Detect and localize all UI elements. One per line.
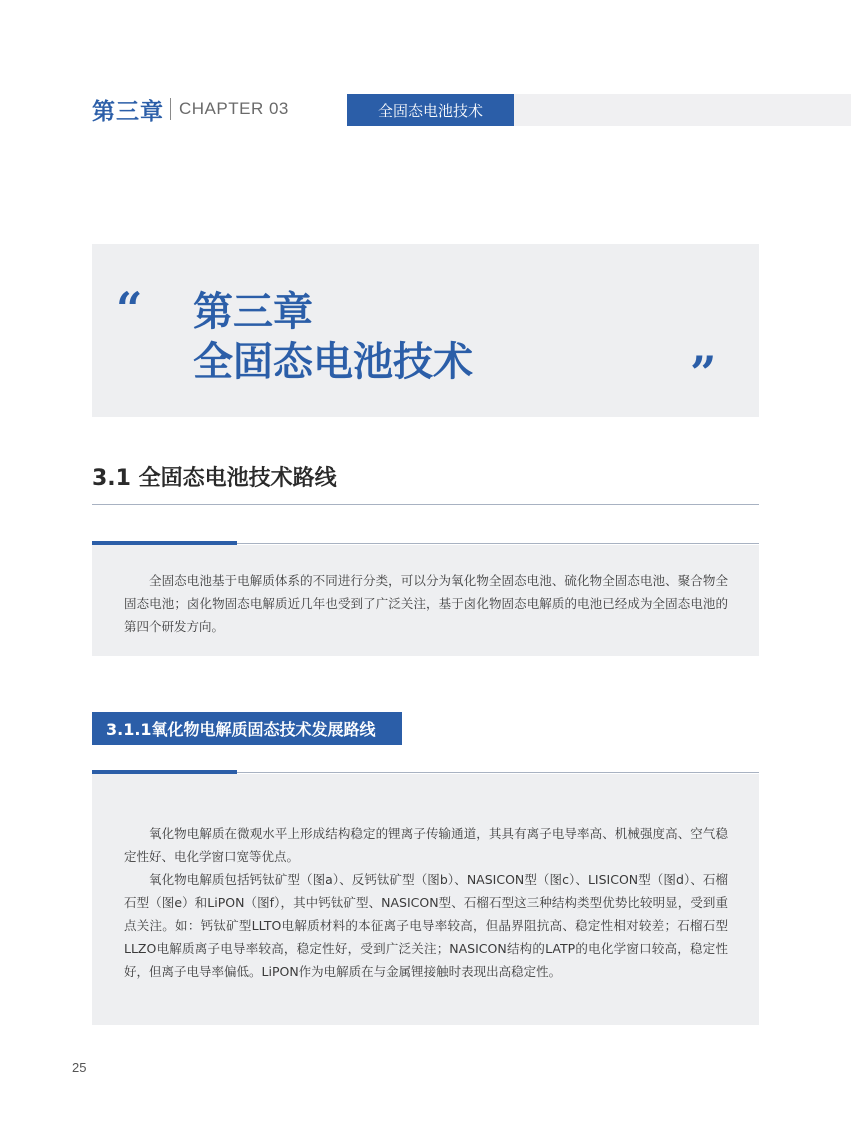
- page-number: 25: [72, 1060, 87, 1075]
- header-chapter-en: CHAPTER 03: [179, 99, 289, 118]
- section-divider: [92, 504, 759, 505]
- hero-title-line2: 全固态电池技术: [193, 339, 473, 385]
- close-quote-icon: ”: [690, 346, 717, 400]
- section-paragraph: 全固态电池基于电解质体系的不同进行分类，可以分为氧化物全固态电池、硫化物全固态电池、聚合物全固态电池；卤化物固态电解质近几年也受到了广泛关注，基于卤化物固态电解质的电池已经成为全固态电池的第四个研发方向。: [124, 573, 728, 634]
- subsection-title: 3.1.1氧化物电解质固态技术发展路线: [92, 712, 402, 745]
- header-divider: [170, 98, 171, 120]
- subsection-paragraph-1: 氧化物电解质在微观水平上形成结构稳定的锂离子传输通道，其具有离子电导率高、机械强度高、空气稳定性好、电化学窗口宽等优点。: [124, 826, 728, 864]
- hero-title-line1: 第三章: [193, 289, 313, 335]
- header-section-tab: 全固态电池技术: [347, 94, 514, 126]
- section-title: 3.1 全固态电池技术路线: [92, 466, 337, 491]
- open-quote-icon: “: [116, 282, 143, 336]
- subsection-paragraph-2: 氧化物电解质包括钙钛矿型（图a）、反钙钛矿型（图b）、NASICON型（图c）、LISICON型（图d）、石榴石型（图e）和LiPON（图f），其中钙钛矿型、NASICON型、石榴石型这三种结构类型优势比较明显，受到重点关注。如：钙钛矿型LLTO电解质材料的本征离子电导率较高，但晶界阻抗高、稳定性相对较差；石榴石型LLZO电解质离子电导率较高，稳定性好，受到广泛关注；NASICON结构的LATP的电化学窗口较高，稳定性好，但离子电导率偏低。LiPON作为电解质在与金属锂接触时表现出高稳定性。: [124, 872, 728, 979]
- header-chapter-title: 第三章: [92, 99, 164, 125]
